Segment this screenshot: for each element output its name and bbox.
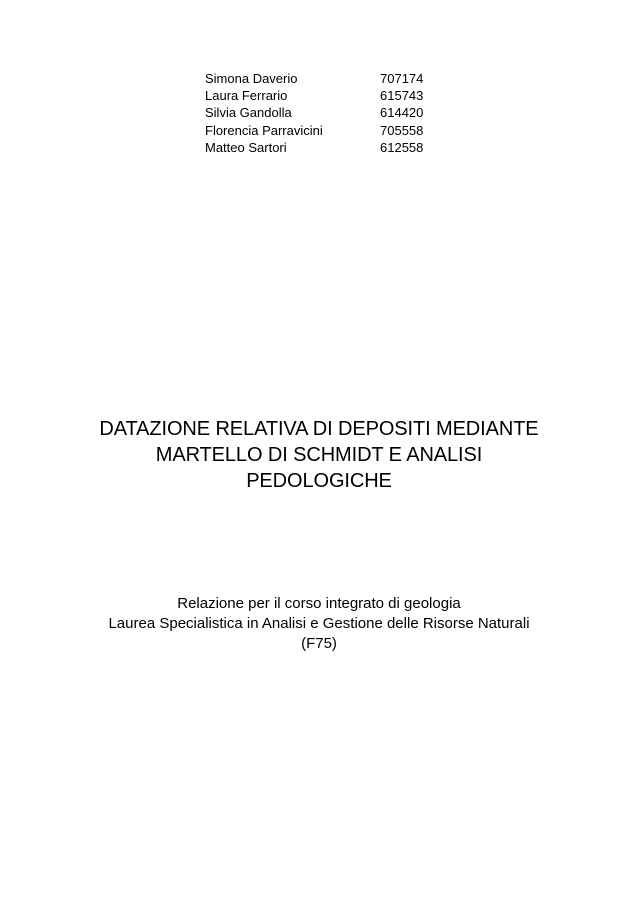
author-student-id: 705558 bbox=[380, 122, 424, 138]
document-subtitle bbox=[0, 594, 638, 654]
author-list bbox=[205, 70, 423, 156]
author-name: Silvia Gandolla bbox=[205, 105, 292, 121]
author-row bbox=[205, 104, 423, 121]
author-name: Matteo Sartori bbox=[205, 139, 287, 155]
subtitle-line: Relazione per il corso integrato di geologia bbox=[177, 595, 461, 612]
title-line: DATAZIONE RELATIVA DI DEPOSITI MEDIANTE bbox=[99, 418, 539, 440]
author-student-id: 615743 bbox=[380, 88, 424, 104]
author-student-id: 707174 bbox=[380, 71, 424, 86]
author-row bbox=[205, 122, 423, 139]
author-name: Florencia Parravicini bbox=[205, 122, 323, 138]
author-row bbox=[205, 70, 423, 87]
author-name: Simona Daverio bbox=[205, 71, 298, 86]
title-line: PEDOLOGICHE bbox=[246, 470, 392, 492]
author-row bbox=[205, 87, 423, 104]
subtitle-line: (F75) bbox=[301, 635, 337, 652]
document-title bbox=[0, 416, 638, 494]
author-student-id: 612558 bbox=[380, 139, 424, 155]
title-line: MARTELLO DI SCHMIDT E ANALISI bbox=[155, 444, 483, 466]
author-name: Laura Ferrario bbox=[205, 88, 288, 104]
author-row bbox=[205, 139, 423, 156]
author-student-id: 614420 bbox=[380, 105, 424, 121]
subtitle-line: Laurea Specialistica in Analisi e Gestione delle Risorse Naturali bbox=[108, 615, 530, 632]
